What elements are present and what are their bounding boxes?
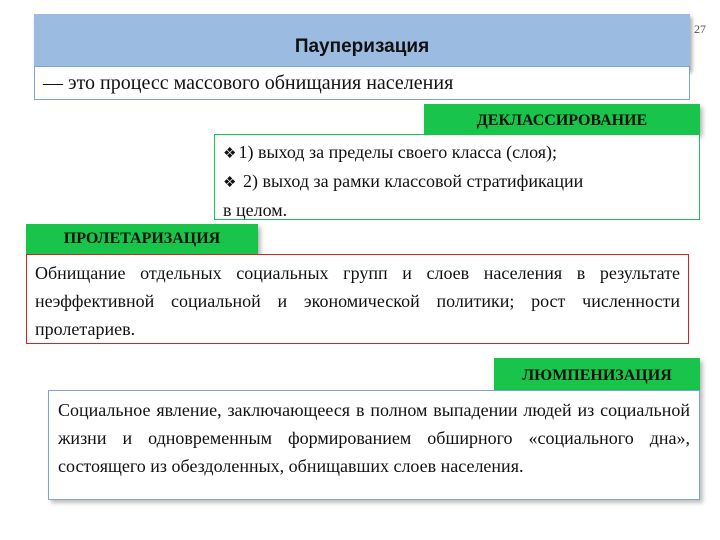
- definition-text: — это процесс массового обнищания населения: [43, 71, 454, 94]
- lumpenization-text: Социальное явление, заключающееся в полном выпадении людей из социальной жизни и одновременным формированием обширного «социального дна», состоящего из обездоленных, обнищавших слоев населения.: [58, 400, 690, 476]
- declassing-item-2: [223, 168, 691, 197]
- page-title: Пауперизация: [294, 36, 430, 57]
- declassing-badge: [424, 104, 700, 134]
- proletarization-label: ПРОЛЕТАРИЗАЦИЯ: [63, 230, 221, 247]
- proletarization-badge: [26, 224, 258, 254]
- lumpenization-badge: [494, 358, 700, 390]
- declassing-item-1: [223, 139, 691, 168]
- lumpenization-box: [48, 390, 700, 500]
- definition-box: [34, 66, 690, 100]
- declassing-box: [214, 134, 700, 220]
- slide-number: 27: [694, 22, 706, 36]
- proletarization-box: [26, 254, 689, 344]
- diamond-bullet-icon: ❖: [223, 175, 237, 191]
- declassing-item-2-text: 2) выход за рамки классовой стратификации: [242, 171, 584, 191]
- diamond-bullet-icon: ❖: [223, 146, 237, 162]
- declassing-label: ДЕКЛАССИРОВАНИЕ: [476, 112, 648, 129]
- title-bar: [34, 14, 690, 70]
- declassing-item-2-cont: в целом.: [223, 200, 288, 220]
- declassing-item-1-text: 1) выход за пределы своего класса (слоя);: [238, 142, 558, 162]
- proletarization-text: Обнищание отдельных социальных групп и слоев населения в результате неэффективной социальной и экономической политики; рост численности пролетариев.: [35, 263, 680, 339]
- lumpenization-label: ЛЮМПЕНИЗАЦИЯ: [522, 367, 672, 384]
